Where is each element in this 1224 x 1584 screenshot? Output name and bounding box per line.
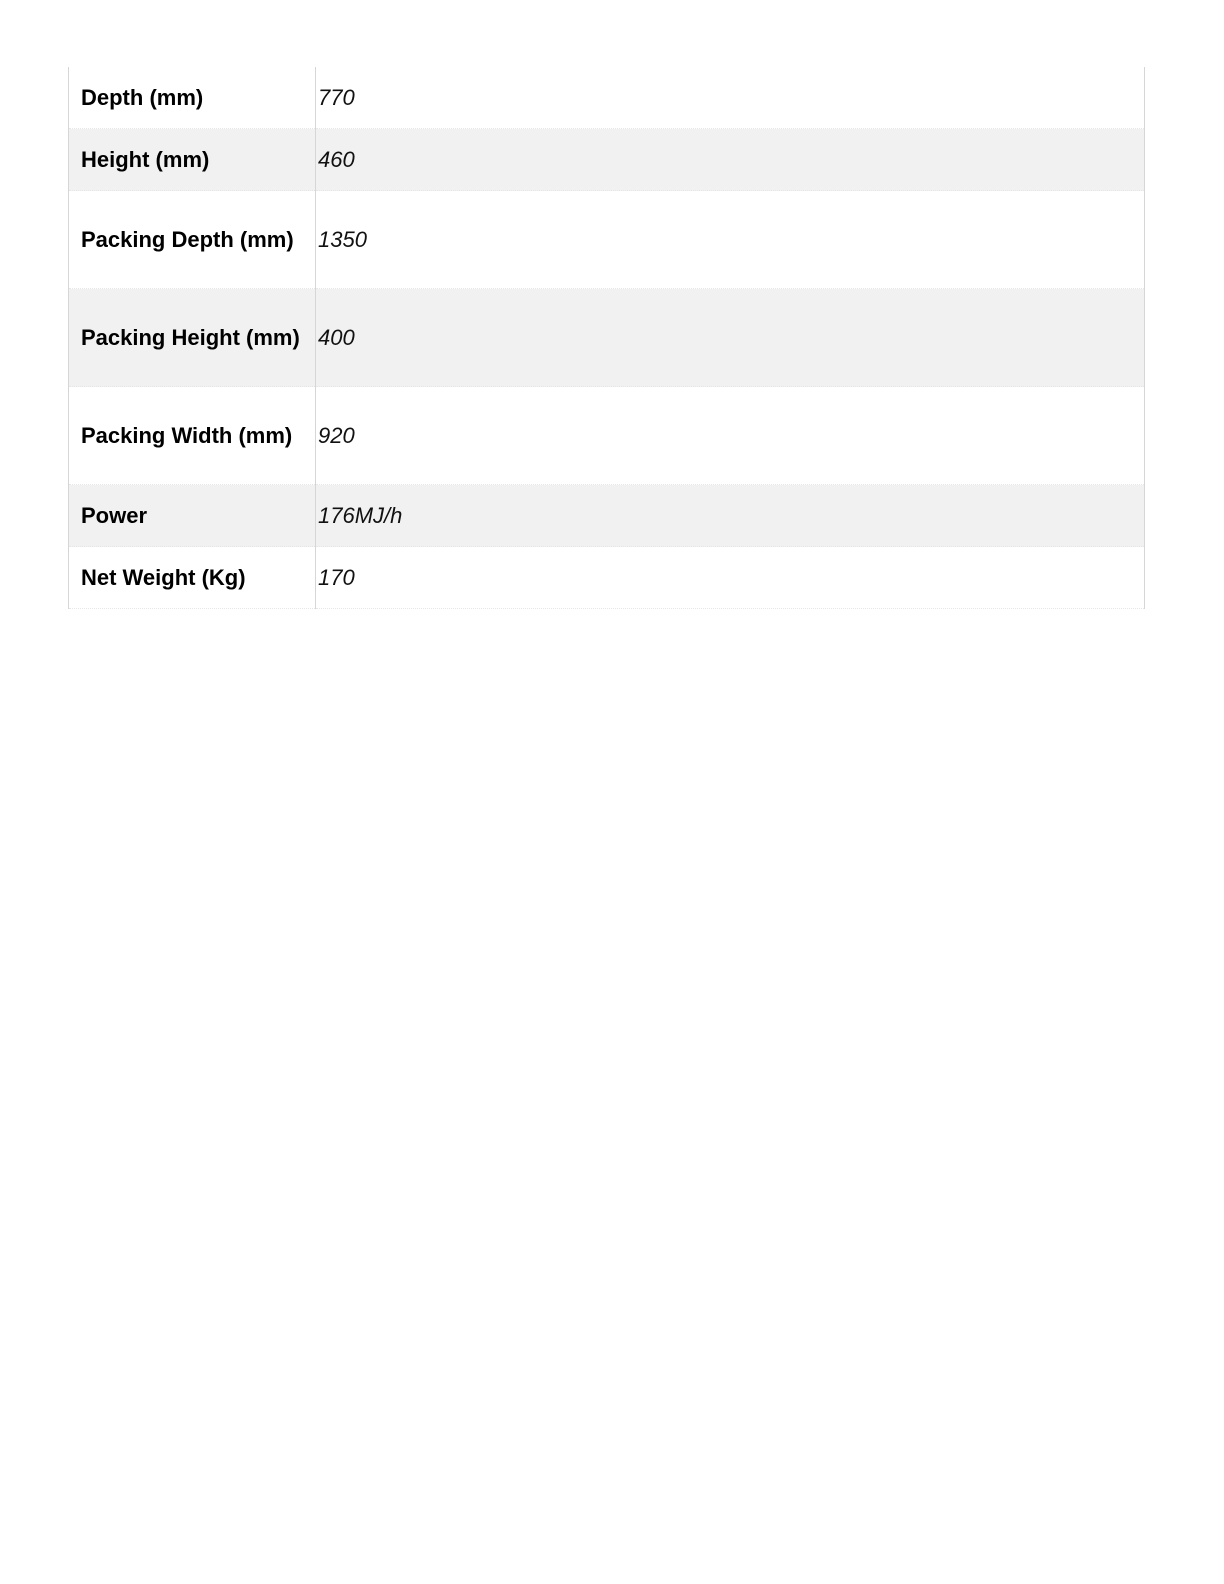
table-row (69, 289, 1145, 387)
spec-value: 460 (316, 129, 1145, 191)
spec-label: Depth (mm) (69, 67, 316, 129)
spec-value: 170 (316, 547, 1145, 609)
table-row (69, 387, 1145, 485)
table-row (69, 485, 1145, 547)
spec-value: 400 (316, 289, 1145, 387)
spec-label: Packing Depth (mm) (69, 191, 316, 289)
spec-value: 770 (316, 67, 1145, 129)
specifications-table (68, 67, 1145, 609)
spec-label: Packing Width (mm) (69, 387, 316, 485)
spec-label: Power (69, 485, 316, 547)
spec-label: Net Weight (Kg) (69, 547, 316, 609)
spec-value: 1350 (316, 191, 1145, 289)
spec-label: Packing Height (mm) (69, 289, 316, 387)
table-row (69, 547, 1145, 609)
table-row (69, 67, 1145, 129)
table-row (69, 129, 1145, 191)
spec-value: 176MJ/h (316, 485, 1145, 547)
spec-value: 920 (316, 387, 1145, 485)
table-row (69, 191, 1145, 289)
spec-label: Height (mm) (69, 129, 316, 191)
